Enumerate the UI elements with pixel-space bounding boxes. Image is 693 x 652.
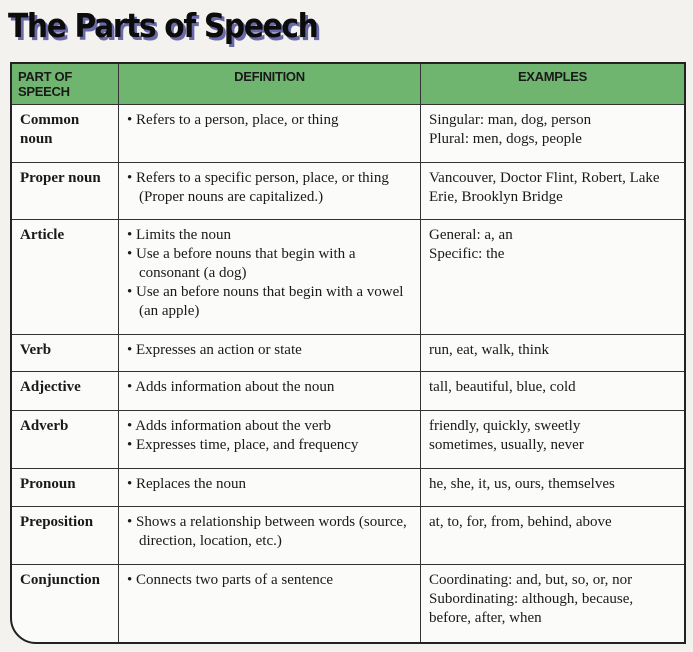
examples-cell bbox=[420, 469, 684, 506]
definition-bullet: • Limits the noun bbox=[127, 226, 412, 245]
table-row bbox=[12, 411, 684, 469]
example-line: Subordinating: although, because, before, after, when bbox=[429, 591, 634, 626]
part-of-speech: Conjunction bbox=[20, 572, 101, 588]
definition-bullet: • Adds information about the noun bbox=[127, 378, 412, 397]
definition-cell bbox=[118, 565, 420, 642]
example-line: he, she, it, us, ours, themselves bbox=[429, 476, 615, 492]
table-row bbox=[12, 507, 684, 565]
example-line: Plural: men, dogs, people bbox=[429, 131, 582, 147]
definition-bullet: • Adds information about the verb bbox=[127, 417, 412, 436]
part-of-speech: Adjective bbox=[20, 379, 81, 395]
table-row bbox=[12, 220, 684, 335]
part-of-speech: Adverb bbox=[20, 418, 69, 434]
definition-cell bbox=[118, 163, 420, 219]
definition-cell bbox=[118, 335, 420, 371]
definition-cell bbox=[118, 469, 420, 506]
definition-bullet: • Use an before nouns that begin with a vowel (an apple) bbox=[127, 283, 412, 321]
examples-cell bbox=[420, 220, 684, 334]
table-row bbox=[12, 105, 684, 163]
part-of-speech: Article bbox=[20, 227, 65, 243]
definition-cell bbox=[118, 507, 420, 564]
examples-cell bbox=[420, 372, 684, 410]
examples-cell bbox=[420, 335, 684, 371]
example-line: run, eat, walk, think bbox=[429, 342, 549, 358]
header-definition: DEFINITION bbox=[118, 64, 420, 104]
definition-bullet: • Shows a relationship between words (source, direction, location, etc.) bbox=[127, 513, 412, 551]
table-row bbox=[12, 163, 684, 220]
definition-bullet: • Refers to a person, place, or thing bbox=[127, 111, 412, 130]
part-of-speech: Preposition bbox=[20, 514, 94, 530]
definition-bullet: • Expresses an action or state bbox=[127, 341, 412, 360]
example-line: Vancouver, Doctor Flint, Robert, Lake Erie, Brooklyn Bridge bbox=[429, 170, 660, 205]
definition-bullet: • Use a before nouns that begin with a consonant (a dog) bbox=[127, 245, 412, 283]
parts-of-speech-table bbox=[10, 62, 686, 644]
example-line: Singular: man, dog, person bbox=[429, 112, 592, 128]
page-title: The Parts of Speech bbox=[8, 6, 318, 45]
definition-cell bbox=[118, 411, 420, 468]
example-line: at, to, for, from, behind, above bbox=[429, 514, 612, 530]
table-row bbox=[12, 335, 684, 372]
header-part: PART OF SPEECH bbox=[18, 69, 72, 99]
table-header bbox=[12, 64, 684, 105]
table-row bbox=[12, 565, 684, 642]
part-of-speech: Common noun bbox=[20, 112, 80, 147]
example-line: friendly, quickly, sweetly bbox=[429, 418, 581, 434]
example-line: Coordinating: and, but, so, or, nor bbox=[429, 572, 633, 588]
examples-cell bbox=[420, 507, 684, 564]
definition-cell bbox=[118, 220, 420, 334]
header-examples: EXAMPLES bbox=[420, 64, 684, 104]
table-row bbox=[12, 469, 684, 507]
part-of-speech: Verb bbox=[20, 342, 52, 358]
definition-cell bbox=[118, 105, 420, 162]
definition-bullet: • Refers to a specific person, place, or thing (Proper nouns are capitalized.) bbox=[127, 169, 412, 207]
definition-cell bbox=[118, 372, 420, 410]
part-of-speech: Proper noun bbox=[20, 170, 101, 186]
part-of-speech: Pronoun bbox=[20, 476, 76, 492]
example-line: Specific: the bbox=[429, 246, 505, 262]
definition-bullet: • Expresses time, place, and frequency bbox=[127, 436, 412, 455]
definition-bullet: • Replaces the noun bbox=[127, 475, 412, 494]
definition-bullet: • Connects two parts of a sentence bbox=[127, 571, 412, 590]
examples-cell bbox=[420, 163, 684, 219]
example-line: sometimes, usually, never bbox=[429, 437, 584, 453]
examples-cell bbox=[420, 565, 684, 642]
table-row bbox=[12, 372, 684, 411]
example-line: General: a, an bbox=[429, 227, 513, 243]
example-line: tall, beautiful, blue, cold bbox=[429, 379, 576, 395]
examples-cell bbox=[420, 411, 684, 468]
examples-cell bbox=[420, 105, 684, 162]
